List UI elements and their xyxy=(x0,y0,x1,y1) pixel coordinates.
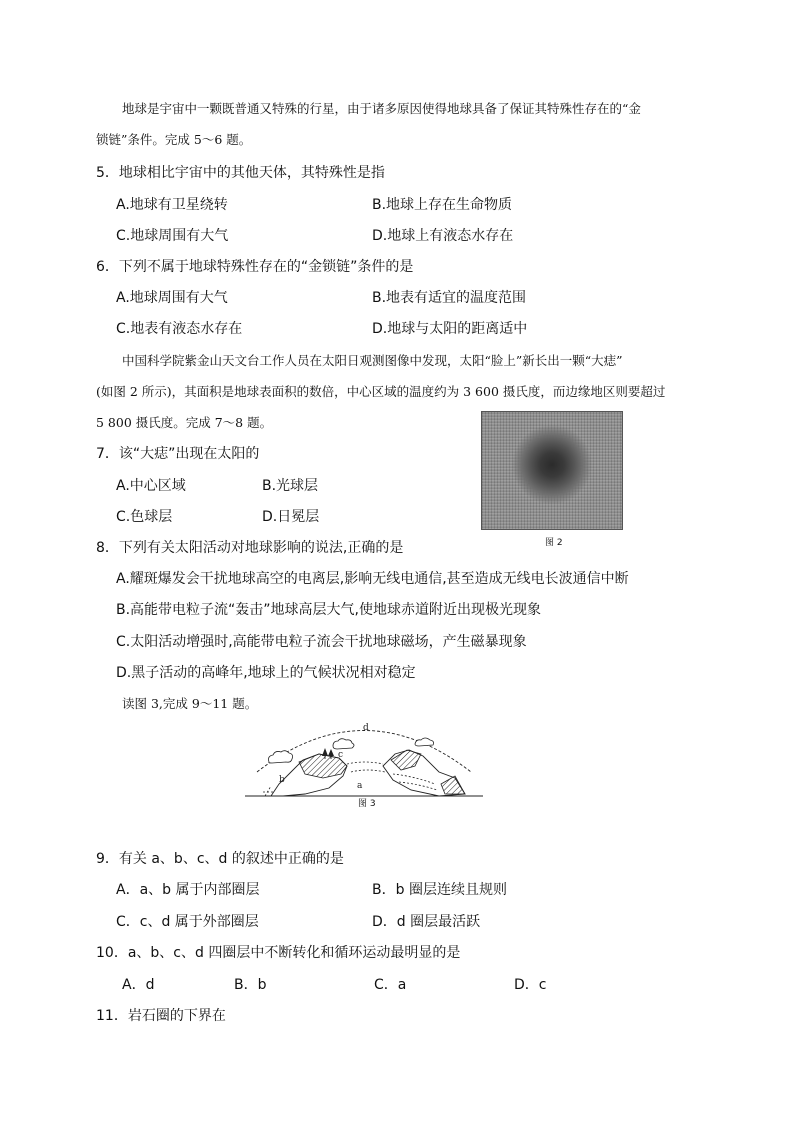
question-9-option-c: C．c、d 属于外部圈层 xyxy=(116,914,259,930)
intro-paragraph-1-line-2: 锁链”条件。完成 5～6 题。 xyxy=(96,132,252,147)
question-7-option-b: B.光球层 xyxy=(262,478,319,494)
question-10-stem: 10．a、b、c、d 四圈层中不断转化和循环运动最明显的是 xyxy=(96,945,461,961)
atmosphere-boundary-arc xyxy=(257,731,471,773)
label-a: a xyxy=(357,781,363,791)
question-8-option-d: D.黑子活动的高峰年,地球上的气候状况相对稳定 xyxy=(116,665,416,681)
question-9-option-b: B．b 圈层连续且规则 xyxy=(372,882,507,898)
label-d: d xyxy=(363,723,369,733)
question-6-option-b: B.地表有适宜的温度范围 xyxy=(372,290,527,306)
question-7-option-d: D.日冕层 xyxy=(262,509,320,525)
intro-paragraph-2-line-3: 5 800 摄氏度。完成 7～8 题。 xyxy=(96,415,273,430)
question-6-stem: 6．下列不属于地球特殊性存在的“金锁链”条件的是 xyxy=(96,259,414,275)
intro-paragraph-2-line-2: (如图 2 所示)，其面积是地球表面积的数倍，中心区域的温度约为 3 600 摄氏度，而边缘地区则要超过 xyxy=(96,384,666,399)
intro-paragraph-1-line-1: 地球是宇宙中一颗既普通又特殊的行星，由于诸多原因使得地球具备了保证其特殊性存在的“金 xyxy=(122,101,641,116)
question-6-option-c: C.地表有液态水存在 xyxy=(116,321,243,337)
question-5-stem: 5．地球相比宇宙中的其他天体，其特殊性是指 xyxy=(96,165,385,181)
cloud-left xyxy=(269,751,293,763)
intro-paragraph-2-line-1: 中国科学院紫金山天文台工作人员在太阳日观测图像中发现，太阳“脸上”新长出一颗“大痣” xyxy=(122,353,623,368)
question-5-option-a: A.地球有卫星绕转 xyxy=(116,197,228,213)
question-10-option-b: B．b xyxy=(234,977,267,993)
question-11-stem: 11．岩石圈的下界在 xyxy=(96,1008,226,1024)
intro-paragraph-3: 读图 3,完成 9～11 题。 xyxy=(122,696,258,711)
question-9-option-a: A．a、b 属于内部圈层 xyxy=(116,882,260,898)
question-8-option-b: B.高能带电粒子流“轰击”地球高层大气,使地球赤道附近出现极光现象 xyxy=(116,602,542,618)
question-7-option-c: C.色球层 xyxy=(116,509,173,525)
sunspot-photo-figure-2 xyxy=(481,411,623,530)
question-6-option-a: A.地球周围有大气 xyxy=(116,290,228,306)
label-b: b xyxy=(279,775,285,785)
question-8-stem: 8．下列有关太阳活动对地球影响的说法,正确的是 xyxy=(96,540,404,556)
question-10-option-c: C．a xyxy=(374,977,407,993)
question-7-stem: 7．该“大痣”出现在太阳的 xyxy=(96,446,260,462)
cloud-right xyxy=(415,738,434,746)
question-9-option-d: D．d 圈层最活跃 xyxy=(372,914,481,930)
question-6-option-d: D.地球与太阳的距离适中 xyxy=(372,321,528,337)
question-8-option-a: A.耀斑爆发会干扰地球高空的电离层,影响无线电通信,甚至造成无线电长波通信中断 xyxy=(116,571,629,587)
question-5-option-d: D.地球上有液态水存在 xyxy=(372,228,514,244)
question-7-option-a: A.中心区域 xyxy=(116,478,186,494)
cloud-middle xyxy=(333,739,354,749)
question-10-option-a: A．d xyxy=(122,977,155,993)
figure-2-caption: 图 2 xyxy=(545,538,563,548)
earth-spheres-diagram-figure-3 xyxy=(243,714,485,800)
label-c: c xyxy=(338,750,344,760)
question-5-option-c: C.地球周围有大气 xyxy=(116,228,229,244)
question-8-option-c: C.太阳活动增强时,高能带电粒子流会干扰地球磁场，产生磁暴现象 xyxy=(116,634,527,650)
question-5-option-b: B.地球上存在生命物质 xyxy=(372,197,513,213)
question-9-stem: 9．有关 a、b、c、d 的叙述中正确的是 xyxy=(96,851,344,867)
figure-3-caption: 图 3 xyxy=(358,799,376,809)
question-10-option-d: D．c xyxy=(514,977,547,993)
